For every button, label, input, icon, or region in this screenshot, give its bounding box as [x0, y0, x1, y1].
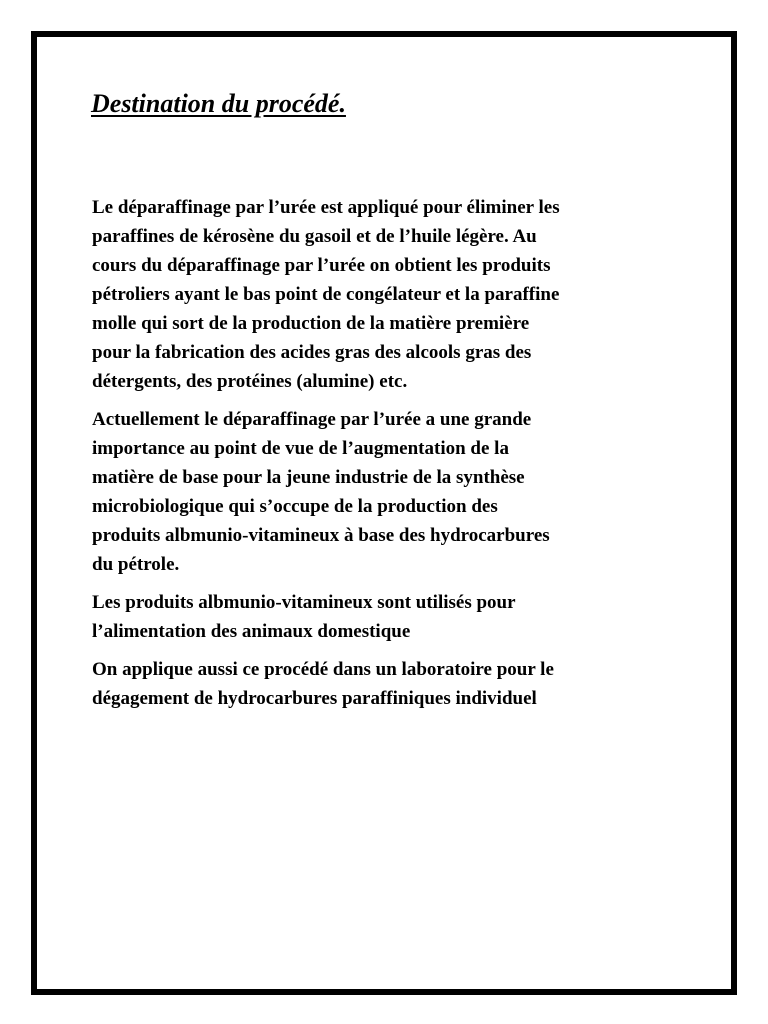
text-line: pétroliers ayant le bas point de congélateur et la paraffine [92, 284, 560, 305]
text-line: dégagement de hydrocarbures paraffiniques individuel [92, 688, 537, 709]
text-line: pour la fabrication des acides gras des alcools gras des [92, 342, 532, 363]
paragraph-4 [92, 655, 682, 713]
paragraph-1 [92, 193, 682, 396]
text-line: cours du déparaffinage par l’urée on obtient les produits [92, 255, 551, 276]
text-line: l’alimentation des animaux domestique [92, 621, 411, 642]
text-line: détergents, des protéines (alumine) etc. [92, 371, 408, 392]
text-line: importance au point de vue de l’augmentation de la [92, 438, 509, 459]
text-line: On applique aussi ce procédé dans un laboratoire pour le [92, 659, 554, 680]
text-line: microbiologique qui s’occupe de la production des [92, 496, 498, 517]
text-line: matière de base pour la jeune industrie de la synthèse [92, 467, 525, 488]
text-line: molle qui sort de la production de la matière première [92, 313, 530, 334]
page-title: Destination du procédé. [91, 89, 346, 118]
text-line: Le déparaffinage par l’urée est appliqué pour éliminer les [92, 197, 560, 218]
text-line: Les produits albmunio-vitamineux sont utilisés pour [92, 592, 516, 613]
paragraph-2 [92, 405, 682, 579]
paragraph-3 [92, 588, 682, 646]
text-line: paraffines de kérosène du gasoil et de l’huile légère. Au [92, 226, 537, 247]
document-body [92, 193, 682, 722]
text-line: produits albmunio-vitamineux à base des hydrocarbures [92, 525, 550, 546]
text-line: Actuellement le déparaffinage par l’urée a une grande [92, 409, 532, 430]
text-line: du pétrole. [92, 554, 180, 575]
